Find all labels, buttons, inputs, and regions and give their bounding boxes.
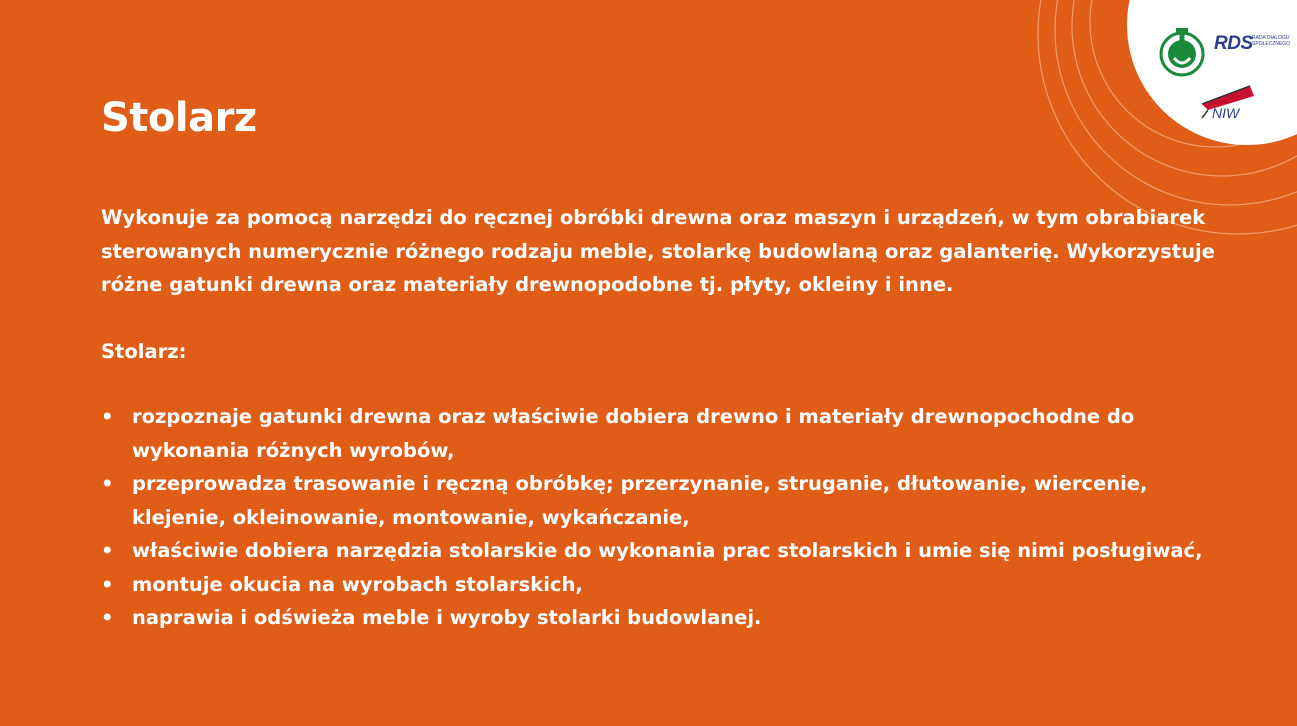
skills-list	[101, 400, 1241, 635]
list-item: • rozpoznaje gatunki drewna oraz właściwie dobiera drewno i materiały drewnopochodne do wykonania różnych wyrobów,	[101, 400, 1241, 467]
intro-paragraph: Wykonuje za pomocą narzędzi do ręcznej obróbki drewna oraz maszyn i urządzeń, w tym obrabiarek sterowanych numerycznie różnego rodzaju meble, stolarkę budowlaną oraz galanterię. Wykorzystuje różne gatunki drewna oraz materiały drewnopodobne tj. płyty, okleiny i inne.	[101, 206, 1215, 296]
list-item: • naprawia i odświeża meble i wyroby stolarki budowlanej.	[101, 601, 1241, 635]
slide-content	[101, 201, 1241, 635]
rds-logo-subtitle: RADA DIALOGU SPOŁECZNEGO	[1252, 35, 1291, 47]
rds-logo	[1214, 32, 1294, 58]
rds-logo-text: RDS	[1214, 33, 1253, 54]
section-heading: Stolarz:	[101, 339, 187, 363]
slide-title: Stolarz	[101, 95, 257, 141]
niw-logo	[1198, 82, 1260, 122]
logo-badge	[1127, 0, 1297, 145]
list-item: • montuje okucia na wyrobach stolarskich,	[101, 568, 1241, 602]
niw-logo-text: NIW	[1212, 105, 1240, 121]
rzemioslo-logo	[1158, 24, 1206, 78]
list-item: • właściwie dobiera narzędzia stolarskie do wykonania prac stolarskich i umie się nimi posługiwać,	[101, 534, 1241, 568]
list-item: • przeprowadza trasowanie i ręczną obróbkę; przerzynanie, struganie, dłutowanie, wiercenie, klejenie, okleinowanie, montowanie, wykańczanie,	[101, 467, 1241, 534]
